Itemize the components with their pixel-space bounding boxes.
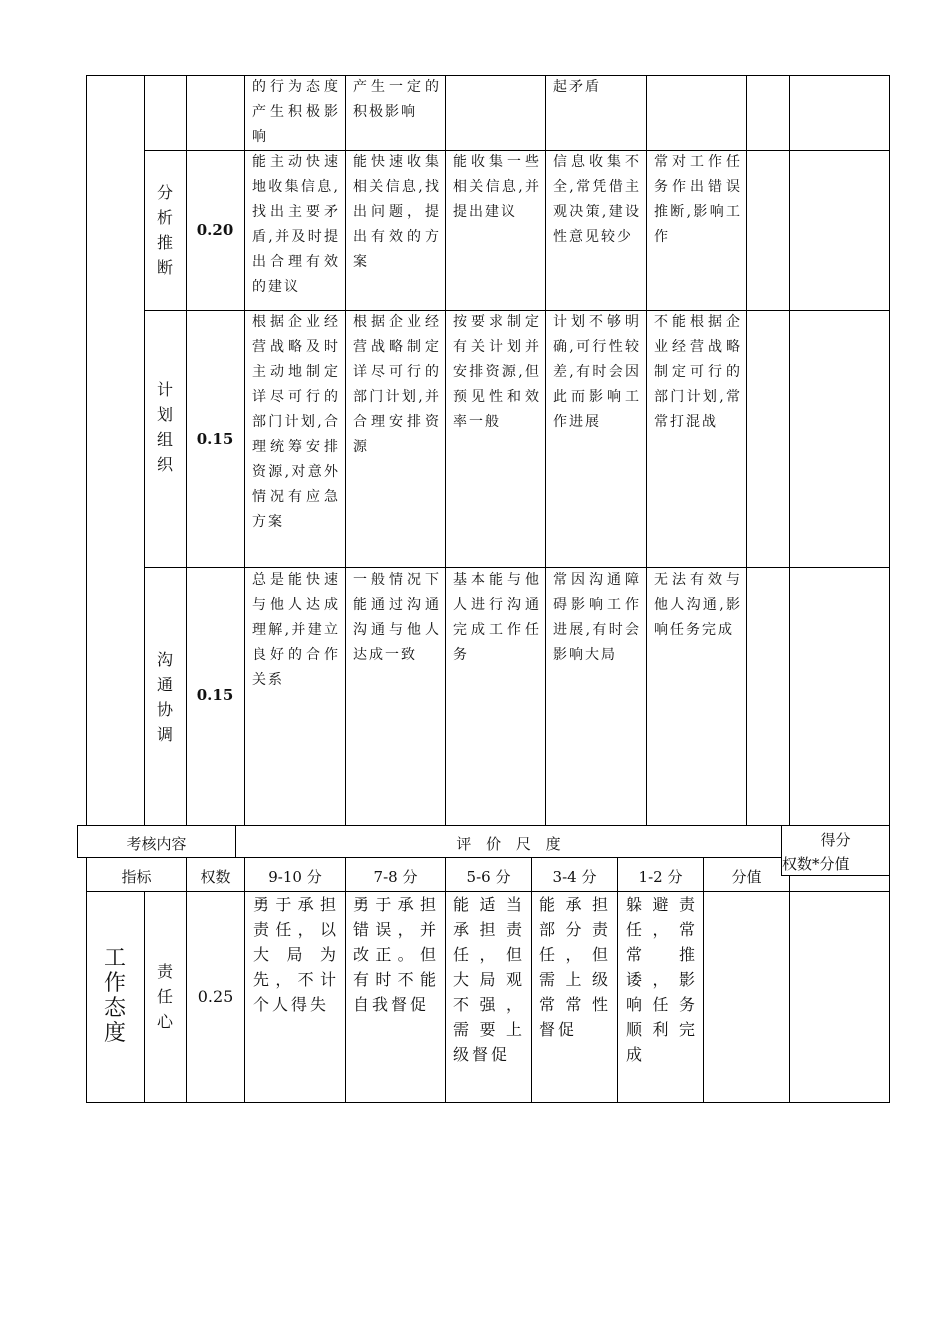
rule bbox=[345, 75, 346, 825]
rule bbox=[244, 75, 245, 825]
header-weight: 权数 bbox=[200, 868, 231, 886]
category-label: 工作态度 bbox=[104, 946, 127, 1046]
rule bbox=[86, 75, 87, 825]
rule bbox=[617, 858, 618, 1103]
criteria-cell: 无法有效与他人沟通,影响任务完成 bbox=[654, 572, 742, 638]
rule bbox=[646, 75, 647, 825]
criteria-cell: 能主动快速地收集信息,找出主要矛盾,并及时提出合理有效的建议 bbox=[252, 154, 340, 295]
criteria-cell: 按要求制定有关计划并安排资源,但预见性和效率一般 bbox=[453, 314, 541, 430]
rule bbox=[445, 75, 446, 825]
header-value: 分值 bbox=[731, 868, 762, 886]
header-content: 考核内容 bbox=[126, 835, 187, 853]
rule bbox=[789, 75, 790, 825]
rule bbox=[86, 75, 890, 76]
weight-value: 0.15 bbox=[196, 430, 234, 448]
header-1-2: 1-2 分 bbox=[638, 868, 683, 886]
weight-value: 0.25 bbox=[197, 987, 234, 1006]
criteria-cell: 起矛盾 bbox=[553, 79, 601, 95]
header-9-10: 9-10 分 bbox=[268, 868, 322, 886]
rule bbox=[746, 75, 747, 825]
header-5-6: 5-6 分 bbox=[466, 868, 511, 886]
rule bbox=[86, 858, 87, 1103]
rule bbox=[889, 825, 890, 875]
weight-value: 0.15 bbox=[196, 686, 234, 704]
rule bbox=[889, 876, 890, 1103]
header-3-4: 3-4 分 bbox=[552, 868, 597, 886]
criteria-cell: 计划不够明确,可行性较差,有时会因此而影响工作进展 bbox=[553, 314, 641, 430]
criteria-cell: 的行为态度产生积极影响 bbox=[252, 79, 340, 145]
rule bbox=[703, 858, 704, 1103]
criteria-cell: 常对工作任务作出错误推断,影响工作 bbox=[654, 154, 742, 245]
rule bbox=[144, 892, 145, 1103]
criteria-cell: 根据企业经营战略制定详尽可行的部门计划,并合理安排资源 bbox=[353, 314, 441, 455]
criteria-cell: 根据企业经营战略及时主动地制定详尽可行的部门计划,合理统筹安排资源,对意外情况有应急方案 bbox=[252, 314, 340, 530]
rule bbox=[77, 857, 781, 858]
rule bbox=[244, 858, 245, 1103]
rule bbox=[345, 858, 346, 1103]
indicator-label: 分析推断 bbox=[156, 183, 173, 277]
rule bbox=[445, 858, 446, 1103]
criteria-cell: 总是能快速与他人达成理解,并建立良好的合作关系 bbox=[252, 572, 340, 688]
criteria-cell: 常因沟通障碍影响工作进展,有时会影响大局 bbox=[553, 572, 641, 663]
header-score-formula: 权数*分值 bbox=[782, 855, 850, 873]
rule bbox=[789, 876, 790, 1103]
criteria-cell: 不能根据企业经营战略制定可行的部门计划,常常打混战 bbox=[654, 314, 742, 430]
criteria-cell: 信息收集不全,常凭借主观决策,建设性意见较少 bbox=[553, 154, 641, 245]
header-score: 得分 bbox=[820, 831, 851, 849]
weight-value: 0.20 bbox=[196, 221, 234, 239]
criteria-cell: 基本能与他人进行沟通完成工作任务 bbox=[453, 572, 541, 663]
indicator-label: 沟通协调 bbox=[156, 650, 173, 744]
rule bbox=[186, 858, 187, 1103]
criteria-cell: 勇于承担责任，以大局为先，不计个人得失 bbox=[253, 895, 339, 1014]
rule bbox=[77, 825, 890, 826]
criteria-cell: 能收集一些相关信息,并提出建议 bbox=[453, 154, 541, 220]
indicator-label: 计划组织 bbox=[156, 380, 173, 474]
criteria-cell: 产生一定的积极影响 bbox=[353, 79, 441, 120]
rule bbox=[545, 75, 546, 825]
criteria-cell: 能快速收集相关信息,找出问题，提出有效的方案 bbox=[353, 154, 441, 270]
header-7-8: 7-8 分 bbox=[373, 868, 418, 886]
header-scale: 评 价 尺 度 bbox=[456, 835, 561, 853]
criteria-cell: 躲避责任，常常推诿，影响任务顺利完成 bbox=[626, 895, 698, 1064]
criteria-cell: 勇于承担错误，并改正。但有时不能自我督促 bbox=[353, 895, 439, 1014]
indicator-label: 责任心 bbox=[156, 962, 173, 1031]
criteria-cell: 一般情况下能通过沟通沟通与他人达成一致 bbox=[353, 572, 441, 663]
rule bbox=[86, 1102, 890, 1103]
rule bbox=[186, 75, 187, 825]
rule bbox=[781, 875, 890, 876]
rule bbox=[531, 858, 532, 1103]
rule bbox=[144, 75, 145, 825]
criteria-cell: 能适当承担责任，但大局观不强，需要上级督促 bbox=[453, 895, 525, 1064]
header-indicator: 指标 bbox=[121, 868, 152, 886]
rule bbox=[889, 75, 890, 825]
criteria-cell: 能承担部分责任，但需上级常常性督促 bbox=[539, 895, 611, 1039]
